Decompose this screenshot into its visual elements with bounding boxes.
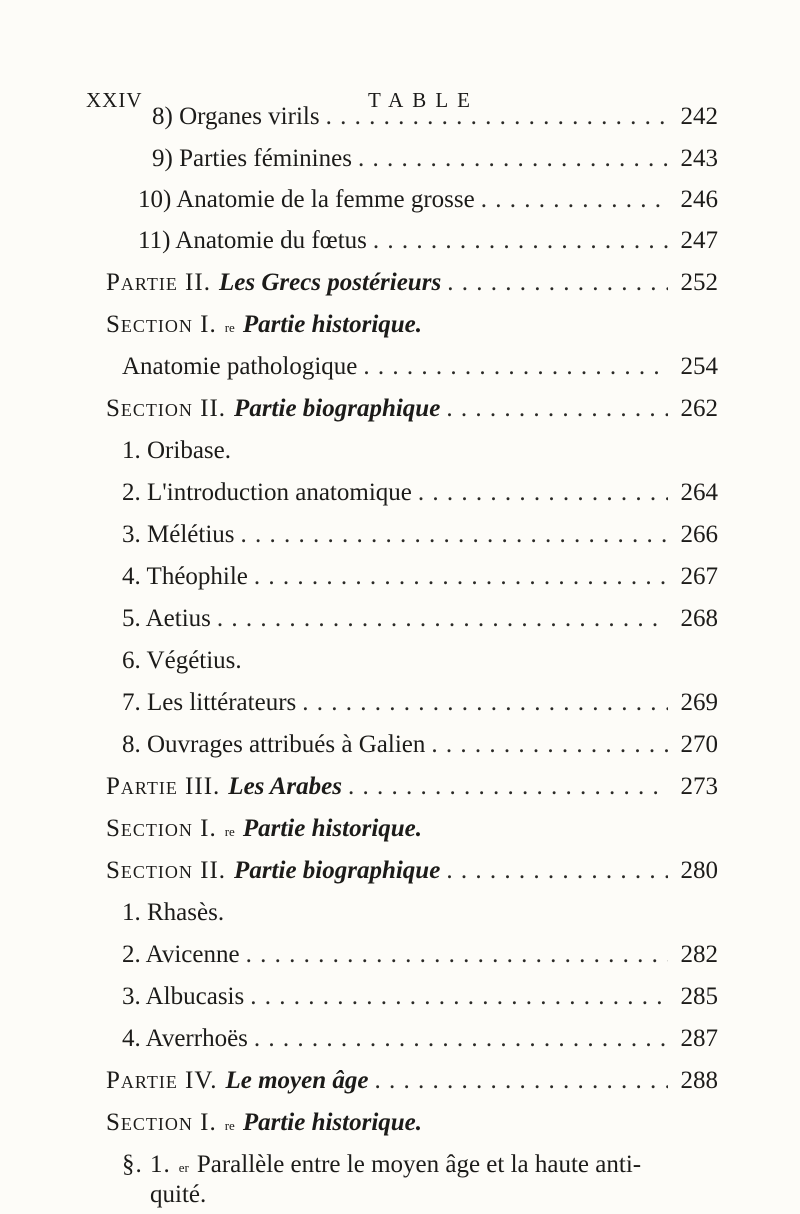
dot-leader bbox=[241, 520, 669, 550]
dot-leader bbox=[481, 185, 668, 215]
entry-title: Les Arabes bbox=[228, 773, 342, 800]
entry-page-number: 269 bbox=[680, 689, 718, 716]
entry-page-number: 268 bbox=[680, 605, 718, 632]
entry-title: Partie biographique bbox=[234, 857, 441, 884]
entry-title: Partie biographique bbox=[234, 395, 441, 422]
toc-entry bbox=[106, 1066, 718, 1096]
entry-title: Le moyen âge bbox=[225, 1067, 369, 1094]
dot-leader bbox=[326, 102, 668, 132]
toc-entry bbox=[122, 520, 718, 550]
entry-page-number: 287 bbox=[680, 1025, 718, 1052]
entry-title: Parallèle entre le moyen âge et la haute anti- bbox=[196, 1151, 642, 1178]
entry-page-number: 246 bbox=[680, 186, 718, 213]
page-number: XXIV bbox=[86, 88, 143, 112]
entry-page-number: 252 bbox=[680, 269, 718, 296]
entry-division: Section II. bbox=[106, 857, 227, 884]
entry-page-number: 273 bbox=[680, 773, 718, 800]
page-title: TABLE bbox=[368, 88, 479, 112]
entry-division: Section I. bbox=[106, 815, 217, 842]
toc-entry bbox=[152, 102, 718, 132]
entry-page-number: 242 bbox=[680, 103, 718, 130]
dot-leader bbox=[446, 394, 668, 424]
toc-entry bbox=[106, 394, 718, 424]
entry-page-number: 247 bbox=[680, 227, 718, 254]
dot-leader bbox=[431, 730, 668, 760]
entry-division: §. 1. bbox=[122, 1151, 171, 1178]
entry-title: 10) Anatomie de la femme grosse bbox=[138, 186, 475, 213]
dot-leader bbox=[217, 604, 668, 634]
toc-entry bbox=[122, 1024, 718, 1054]
entry-title: 4. Averrhoës bbox=[122, 1025, 248, 1052]
dot-leader bbox=[358, 144, 668, 174]
entry-title: 2. L'introduction anatomique bbox=[122, 479, 412, 506]
entry-title: Les Grecs postérieurs bbox=[218, 269, 442, 296]
toc-entry bbox=[152, 144, 718, 174]
entry-title: Partie historique. bbox=[242, 311, 423, 338]
entry-division: Partie II. bbox=[106, 269, 211, 296]
dot-leader bbox=[348, 772, 668, 802]
dot-leader bbox=[254, 562, 668, 592]
entry-page-number: 243 bbox=[680, 145, 718, 172]
entry-page-number: 280 bbox=[680, 857, 718, 884]
entry-division: Section II. bbox=[106, 395, 227, 422]
dot-leader bbox=[302, 688, 668, 718]
dot-leader bbox=[254, 1024, 668, 1054]
entry-title: 2. Avicenne bbox=[122, 941, 240, 968]
toc-entry bbox=[122, 940, 718, 970]
dot-leader bbox=[373, 226, 668, 256]
entry-division: Partie IV. bbox=[106, 1067, 218, 1094]
entry-title: 1. Rhasès. bbox=[122, 899, 225, 926]
entry-page-number: 254 bbox=[680, 353, 718, 380]
toc-entry bbox=[122, 352, 718, 382]
entry-division: Section I. bbox=[106, 311, 217, 338]
entry-title: 4. Théophile bbox=[122, 563, 248, 590]
toc-entry bbox=[122, 898, 224, 928]
entry-page-number: 262 bbox=[680, 395, 718, 422]
entry-title: 6. Végétius. bbox=[122, 647, 242, 674]
entry-title: 8) Organes virils bbox=[152, 103, 320, 130]
entry-page-number: 270 bbox=[680, 731, 718, 758]
entry-division: Partie III. bbox=[106, 773, 221, 800]
entry-title: 3. Albucasis bbox=[122, 983, 245, 1010]
entry-title: quité. bbox=[150, 1181, 207, 1208]
toc-entry bbox=[106, 772, 718, 802]
dot-leader bbox=[374, 1066, 668, 1096]
dot-leader bbox=[446, 856, 668, 886]
toc-entry bbox=[122, 730, 718, 760]
entry-page-number: 267 bbox=[680, 563, 718, 590]
entry-title: 5. Aetius bbox=[122, 605, 211, 632]
dot-leader bbox=[250, 982, 668, 1012]
toc-entry: Section I. re Partie historique. bbox=[106, 1109, 423, 1136]
dot-leader bbox=[447, 268, 668, 298]
toc-entry bbox=[122, 982, 718, 1012]
toc-entry bbox=[106, 856, 718, 886]
entry-title: 8. Ouvrages attribués à Galien bbox=[122, 731, 426, 758]
entry-page-number: 266 bbox=[680, 521, 718, 548]
entry-page-number: 282 bbox=[680, 941, 718, 968]
toc-entry bbox=[138, 185, 718, 215]
dot-leader bbox=[246, 940, 668, 970]
toc-entry bbox=[122, 478, 718, 508]
toc-entry bbox=[122, 436, 231, 466]
entry-page-number: 264 bbox=[680, 479, 718, 506]
entry-division: Section I. bbox=[106, 1109, 217, 1136]
toc-entry bbox=[138, 226, 718, 256]
toc-entry bbox=[122, 562, 718, 592]
entry-title: 7. Les littérateurs bbox=[122, 689, 297, 716]
dot-leader bbox=[363, 352, 668, 382]
dot-leader bbox=[418, 478, 668, 508]
entry-title: Anatomie pathologique bbox=[122, 353, 358, 380]
toc-entry bbox=[106, 268, 718, 298]
toc-entry: Section I. re Partie historique. bbox=[106, 815, 423, 842]
entry-title: 3. Mélétius bbox=[122, 521, 235, 548]
entry-title: Partie historique. bbox=[242, 1109, 423, 1136]
toc-entry bbox=[122, 604, 718, 634]
entry-title: 1. Oribase. bbox=[122, 437, 231, 464]
entry-title: Partie historique. bbox=[242, 815, 423, 842]
toc-entry: Section I. re Partie historique. bbox=[106, 311, 423, 338]
entry-page-number: 285 bbox=[680, 983, 718, 1010]
toc-entry: §. 1. er Parallèle entre le moyen âge et la haute anti- bbox=[122, 1151, 642, 1178]
toc-entry bbox=[122, 646, 242, 676]
entry-title: 9) Parties féminines bbox=[152, 145, 352, 172]
toc-entry bbox=[122, 688, 718, 718]
toc-entry bbox=[150, 1180, 206, 1210]
entry-title: 11) Anatomie du fœtus bbox=[138, 227, 367, 254]
entry-page-number: 288 bbox=[680, 1067, 718, 1094]
